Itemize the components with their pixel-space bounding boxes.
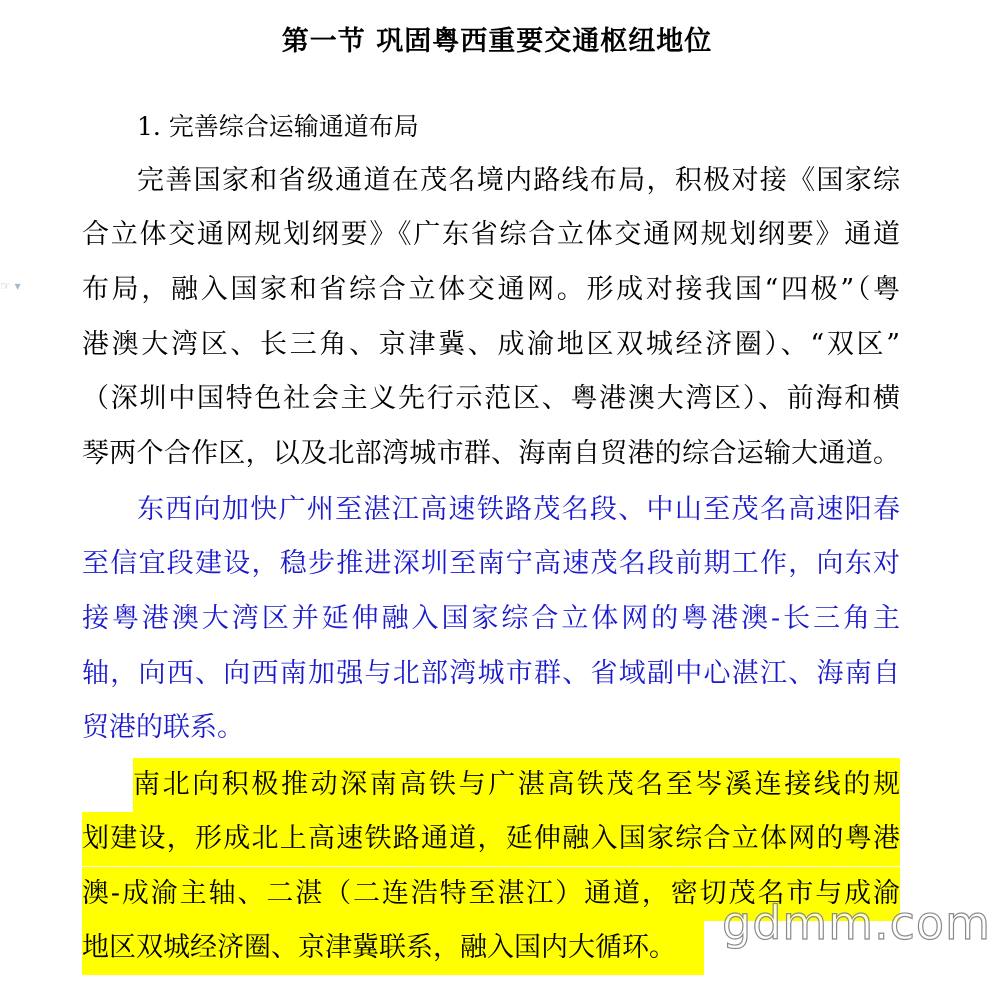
paragraph-line: （深圳中国特色社会主义先行示范区、粤港澳大湾区）、前海和横 bbox=[82, 383, 900, 414]
section-title: 第一节 巩固粤西重要交通枢纽地位 bbox=[281, 26, 713, 57]
paragraph-line: 接粤港澳大湾区并延伸融入国家综合立体网的粤港澳-长三角主 bbox=[82, 603, 900, 634]
paragraph-line: 轴，向西、向西南加强与北部湾城市群、省域副中心湛江、海南自 bbox=[82, 658, 900, 689]
paragraph-line: 合立体交通网规划纲要》《广东省综合立体交通网规划纲要》通道 bbox=[82, 219, 900, 250]
watermark-logo: gdmm.com bbox=[722, 896, 991, 950]
paragraph-line: 贸港的联系。 bbox=[82, 712, 244, 743]
margin-arrow-icon: ☞ ▾ bbox=[0, 279, 21, 293]
subsection-heading: 1. 完善综合运输通道布局 bbox=[137, 112, 419, 141]
highlighted-line: 澳-成渝主轴、二湛（二连浩特至湛江）通道，密切茂名市与成渝 bbox=[82, 867, 900, 921]
highlighted-line: 划建设，形成北上高速铁路通道，延伸融入国家综合立体网的粤港 bbox=[82, 812, 900, 866]
paragraph-line: 完善国家和省级通道在茂名境内路线布局，积极对接《国家综 bbox=[137, 165, 900, 196]
paragraph-line: 至信宜段建设，稳步推进深圳至南宁高速茂名段前期工作，向东对 bbox=[82, 548, 900, 579]
paragraph-line: 布局，融入国家和省综合立体交通网。形成对接我国“四极”（粤 bbox=[82, 274, 900, 305]
paragraph-line: 琴两个合作区，以及北部湾城市群、海南自贸港的综合运输大通道。 bbox=[82, 438, 900, 469]
highlighted-line: 地区双城经济圈、京津冀联系，融入国内大循环。 bbox=[82, 921, 704, 975]
paragraph-line: 港澳大湾区、长三角、京津冀、成渝地区双城经济圈）、“双区” bbox=[82, 329, 900, 360]
paragraph-line: 东西向加快广州至湛江高速铁路茂名段、中山至茂名高速阳春 bbox=[137, 494, 900, 525]
highlighted-line: 南北向积极推动深南高铁与广湛高铁茂名至岑溪连接线的规 bbox=[133, 758, 900, 812]
